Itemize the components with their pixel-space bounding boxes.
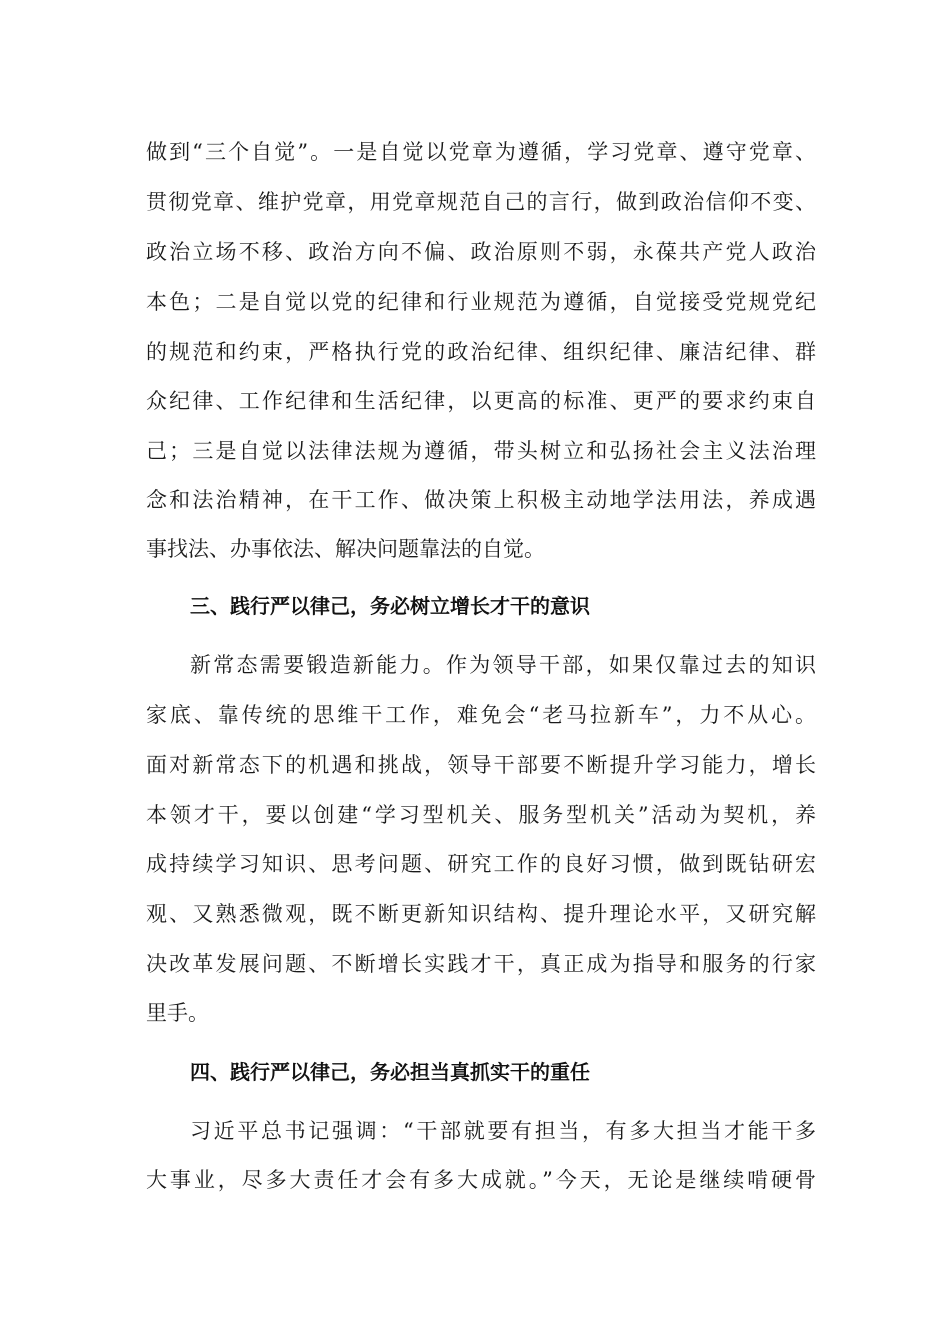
para1-line-1: 做到“三个自觉”。一是自觉以党章为遵循，学习党章、遵守党章、 bbox=[146, 140, 816, 164]
para3-line-2: 大事业，尽多大责任才会有多大成就。”今天，无论是继续啃硬骨 bbox=[146, 1168, 816, 1192]
para1-line-9: 事找法、办事依法、解决问题靠法的自觉。 bbox=[146, 537, 545, 561]
para2-line-4: 本领才干，要以创建“学习型机关、服务型机关”活动为契机，养 bbox=[146, 803, 816, 827]
para2-line-5: 成持续学习知识、思考问题、研究工作的良好习惯，做到既钻研宏 bbox=[146, 852, 816, 876]
para2-line-2: 家底、靠传统的思维干工作，难免会“老马拉新车”，力不从心。 bbox=[146, 703, 816, 727]
section-heading-4: 四、践行严以律己，务必担当真抓实干的重任 bbox=[190, 1060, 590, 1084]
section-heading-3: 三、践行严以律己，务必树立增长才干的意识 bbox=[190, 594, 590, 618]
para1-line-4: 本色；二是自觉以党的纪律和行业规范为遵循，自觉接受党规党纪 bbox=[146, 290, 816, 314]
para2-line-1: 新常态需要锻造新能力。作为领导干部，如果仅靠过去的知识 bbox=[190, 653, 816, 677]
para1-line-3: 政治立场不移、政治方向不偏、政治原则不弱，永葆共产党人政治 bbox=[146, 240, 816, 264]
para1-line-7: 己；三是自觉以法律法规为遵循，带头树立和弘扬社会主义法治理 bbox=[146, 439, 816, 463]
para2-line-8: 里手。 bbox=[146, 1001, 209, 1025]
para1-line-2: 贯彻党章、维护党章，用党章规范自己的言行，做到政治信仰不变、 bbox=[146, 190, 816, 214]
para1-line-6: 众纪律、工作纪律和生活纪律，以更高的标准、更严的要求约束自 bbox=[146, 389, 816, 413]
para2-line-6: 观、又熟悉微观，既不断更新知识结构、提升理论水平，又研究解 bbox=[146, 902, 816, 926]
para1-line-8: 念和法治精神，在干工作、做决策上积极主动地学法用法，养成遇 bbox=[146, 488, 816, 512]
para2-line-3: 面对新常态下的机遇和挑战，领导干部要不断提升学习能力，增长 bbox=[146, 753, 816, 777]
para2-line-7: 决改革发展问题、不断增长实践才干，真正成为指导和服务的行家 bbox=[146, 952, 816, 976]
para1-line-5: 的规范和约束，严格执行党的政治纪律、组织纪律、廉洁纪律、群 bbox=[146, 340, 816, 364]
para3-line-1: 习近平总书记强调：“干部就要有担当，有多大担当才能干多 bbox=[190, 1119, 816, 1143]
